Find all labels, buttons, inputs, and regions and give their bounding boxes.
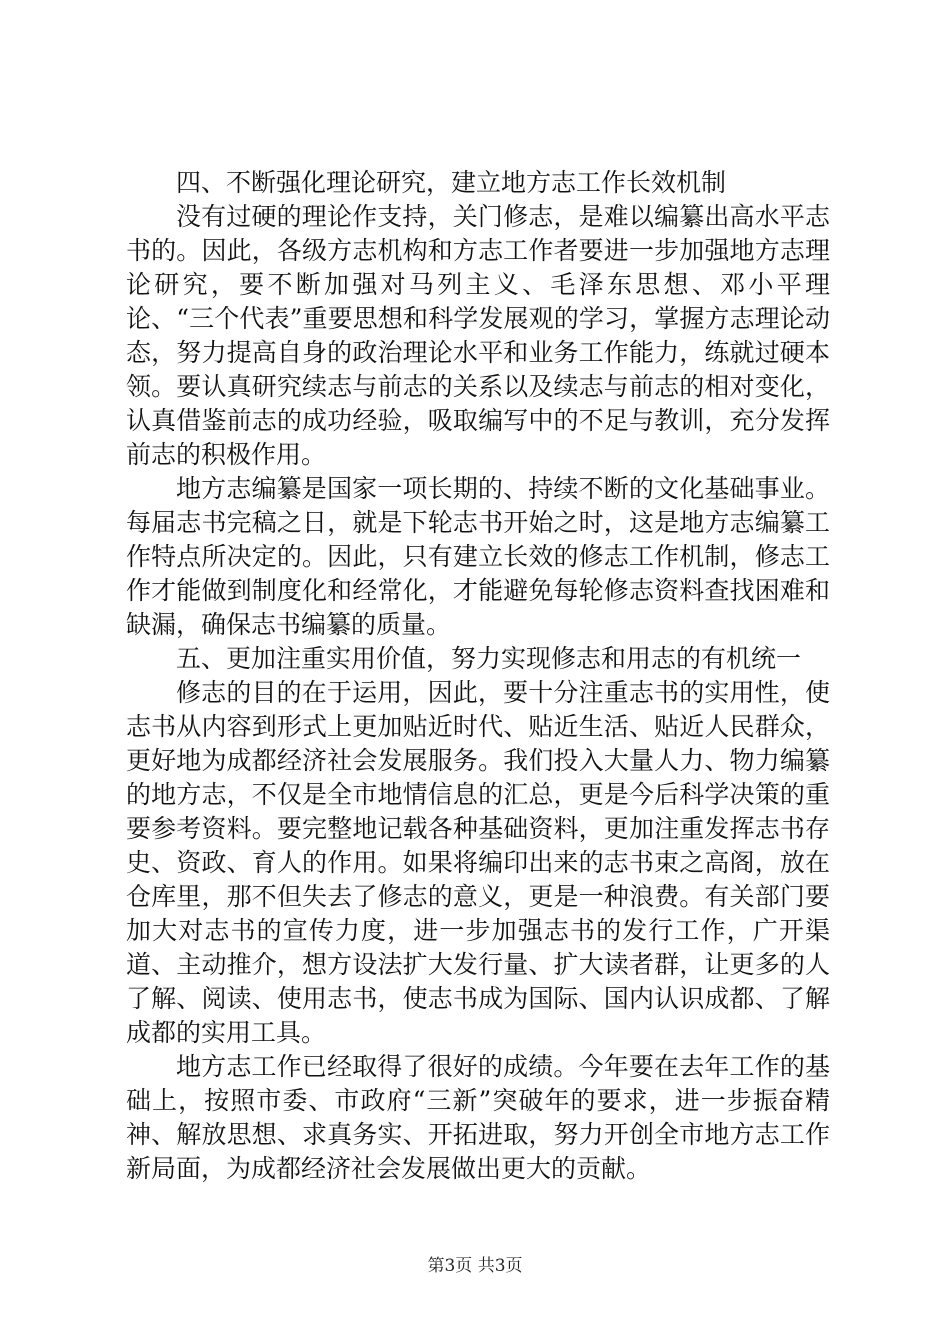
section-heading-four: 四、不断强化理论研究，建立地方志工作长效机制 xyxy=(176,168,727,197)
page-number-footer: 第3页 共3页 xyxy=(427,1256,523,1276)
paragraph-practical-value: 修志的目的在于运用，因此，要十分注重志书的实用性，使志书从内容到形式上更加贴近时代、贴近生活、贴近人民群众，更好地为成都经济社会发展服务。我们投入大量人力、物力编纂的地方志，不仅是全市地情信息的汇总，更是今后科学决策的重要参考资料。要完整地记载各种基础资料，更加注重发挥志书存史、资政、育人的作用。如果将编印出来的志书束之高阁，放在仓库里，那不但失去了修志的意义，更是一种浪费。有关部门要加大对志书的宣传力度，进一步加强志书的发行工作，广开渠道、主动推介，想方设法扩大发行量、扩大读者群，让更多的人了解、阅读、使用志书，使志书成为国际、国内认识成都、了解成都的实用工具。 xyxy=(126,678,830,1047)
paragraph-theory-research: 没有过硬的理论作支持，关门修志，是难以编纂出高水平志书的。因此，各级方志机构和方志工作者要进一步加强地方志理论研究，要不断加强对马列主义、毛泽东思想、邓小平理论、“三个代表”重要思想和科学发展观的学习，掌握方志理论动态，努力提高自身的政治理论水平和业务工作能力，练就过硬本领。要认真研究续志与前志的关系以及续志与前志的相对变化，认真借鉴前志的成功经验，吸取编写中的不足与教训，充分发挥前志的积极作用。 xyxy=(126,202,830,469)
section-heading-five: 五、更加注重实用价值，努力实现修志和用志的有机统一 xyxy=(176,644,802,673)
paragraph-long-term-mechanism: 地方志编纂是国家一项长期的、持续不断的文化基础事业。每届志书完稿之日，就是下轮志书开始之时，这是地方志编纂工作特点所决定的。因此，只有建立长效的修志工作机制，修志工作才能做到制度化和经常化，才能避免每轮修志资料查找困难和缺漏，确保志书编纂的质量。 xyxy=(126,474,830,639)
paragraph-conclusion: 地方志工作已经取得了很好的成绩。今年要在去年工作的基础上，按照市委、市政府“三新”突破年的要求，进一步振奋精神、解放思想、求真务实、开拓进取，努力开创全市地方志工作新局面，为成都经济社会发展做出更大的贡献。 xyxy=(126,1052,830,1183)
document-body xyxy=(126,166,830,1186)
